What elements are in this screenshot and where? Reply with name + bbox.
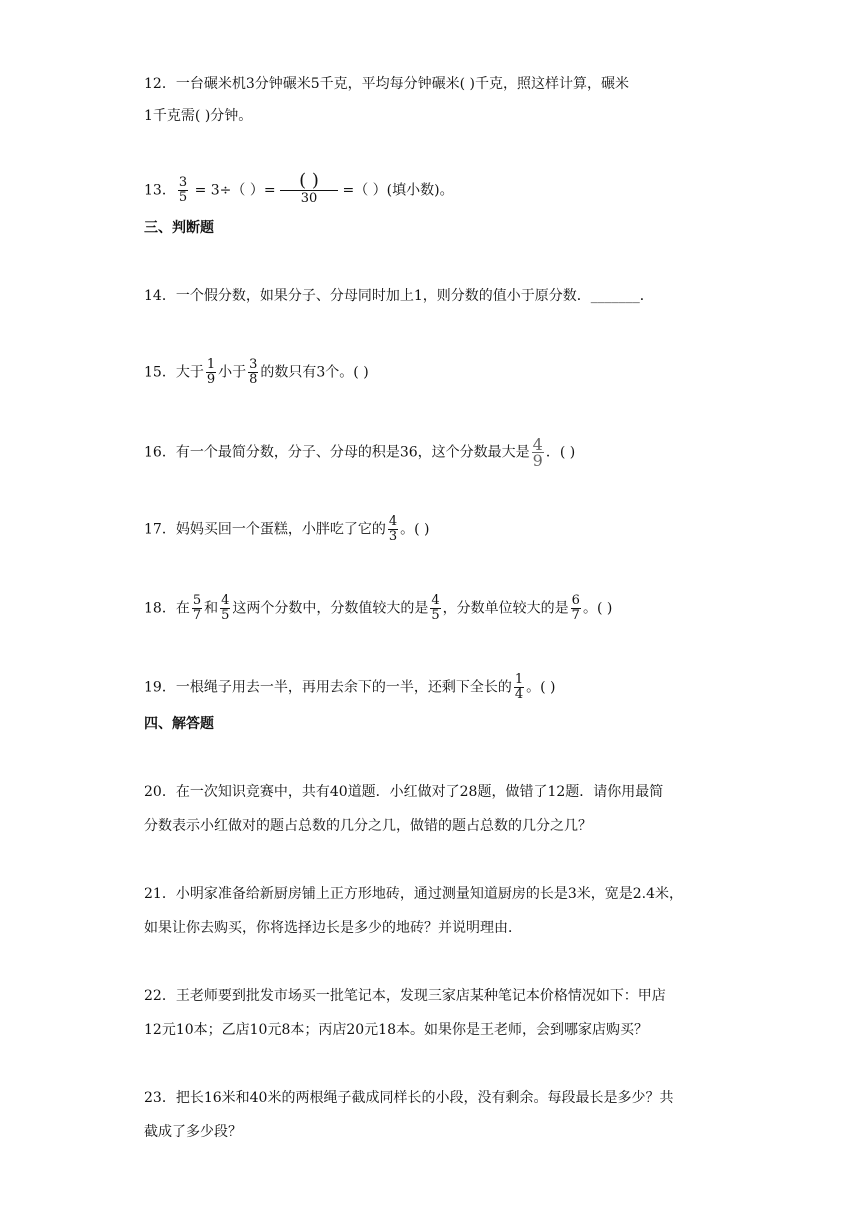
fraction-5-7 — [192, 594, 202, 623]
q15-prefix: 15．大于 — [144, 364, 204, 381]
fraction-3-8 — [248, 358, 258, 387]
frac-den: 7 — [192, 608, 202, 623]
blank-denominator: 30 — [300, 191, 318, 206]
frac-den: 5 — [178, 190, 188, 205]
q13-suffix: =（ ）(填小数)。 — [342, 182, 454, 199]
q18-mid1: 这两个分数中，分数值较大的是 — [232, 600, 429, 617]
question-18 — [144, 594, 612, 623]
frac-num: 3 — [178, 175, 188, 190]
question-12-line2: 1千克需( )分钟。 — [144, 108, 253, 124]
frac-den: 3 — [388, 529, 398, 544]
section-heading-4: 四、解答题 — [144, 716, 214, 732]
fraction-4-9 — [532, 437, 544, 468]
fraction-3-5 — [178, 176, 188, 205]
fraction-1-4 — [514, 673, 524, 702]
frac-num: 4 — [221, 593, 230, 608]
q19-prefix: 19．一根绳子用去一半，再用去余下的一半，还剩下全长的 — [144, 679, 512, 696]
fraction-1-9 — [206, 358, 216, 387]
question-17 — [144, 515, 429, 544]
fraction-4-5-answer — [430, 594, 440, 623]
q19-suffix: 。( ) — [526, 679, 556, 696]
frac-num: 1 — [206, 357, 216, 372]
question-16 — [144, 437, 575, 468]
frac-num: 5 — [192, 593, 202, 608]
frac-den: 4 — [514, 687, 524, 702]
q17-prefix: 17．妈妈买回一个蛋糕，小胖吃了它的 — [144, 521, 386, 538]
q13-mid: = 3÷（ ）= — [194, 182, 276, 199]
question-22-line2: 12元10本；乙店10元8本；丙店20元18本。如果你是王老师，会到哪家店购买？ — [144, 1022, 648, 1038]
question-20-line1: 20．在一次知识竞赛中，共有40道题．小红做对了28题，做错了12题．请你用最简 — [144, 784, 664, 800]
q16-suffix: ．( ) — [545, 444, 576, 461]
frac-num: 3 — [249, 357, 258, 372]
q17-suffix: 。( ) — [400, 521, 430, 538]
q15-mid: 小于 — [218, 364, 247, 381]
frac-den: 7 — [571, 608, 580, 623]
q16-prefix: 16．有一个最简分数，分子、分母的积是36，这个分数最大是 — [144, 444, 530, 461]
question-14: 14．一个假分数，如果分子、分母同时加上1，则分数的值小于原分数．_______． — [144, 288, 654, 304]
frac-den: 5 — [431, 608, 440, 623]
blank-numerator: ( ) — [280, 174, 338, 191]
frac-den: 9 — [532, 451, 543, 470]
question-20-line2: 分数表示小红做对的题占总数的几分之几，做错的题占总数的几分之几？ — [144, 818, 592, 834]
fraction-4-5 — [220, 594, 230, 623]
frac-num: 4 — [532, 435, 543, 454]
question-15 — [144, 358, 369, 387]
frac-num: 1 — [514, 672, 524, 687]
blank-fraction-30 — [280, 170, 338, 207]
section-heading-3: 三、判断题 — [144, 220, 214, 236]
q18-prefix: 18．在 — [144, 600, 190, 617]
frac-den: 5 — [221, 608, 230, 623]
frac-den: 8 — [249, 372, 258, 387]
question-21-line2: 如果让你去购买，你将选择边长是多少的地砖？并说明理由． — [144, 920, 522, 936]
question-22-line1: 22．王老师要到批发市场买一批笔记本，发现三家店某种笔记本价格情况如下：甲店 — [144, 988, 666, 1004]
q18-mid2: ，分数单位较大的是 — [442, 600, 569, 617]
fraction-4-3 — [388, 515, 398, 544]
question-19 — [144, 673, 555, 702]
frac-num: 4 — [388, 514, 398, 529]
question-12-line1: 12．一台碾米机3分钟碾米5千克，平均每分钟碾米( )千克，照这样计算，碾米 — [144, 76, 630, 92]
q18-and: 和 — [204, 600, 219, 617]
q18-suffix: 。( ) — [582, 600, 613, 617]
frac-num: 4 — [431, 593, 440, 608]
question-23-line2: 截成了多少段？ — [144, 1124, 242, 1140]
frac-num: 6 — [571, 593, 580, 608]
frac-den: 9 — [206, 372, 216, 387]
question-21-line1: 21．小明家准备给新厨房铺上正方形地砖，通过测量知道厨房的长是3米，宽是2.4米， — [144, 886, 683, 902]
question-23-line1: 23．把长16米和40米的两根绳子截成同样长的小段，没有剩余。每段最长是多少？共 — [144, 1090, 674, 1106]
q15-suffix: 的数只有3个。( ) — [260, 364, 369, 381]
q13-prefix: 13． — [144, 182, 176, 199]
fraction-6-7 — [571, 594, 581, 623]
question-13 — [144, 170, 454, 207]
